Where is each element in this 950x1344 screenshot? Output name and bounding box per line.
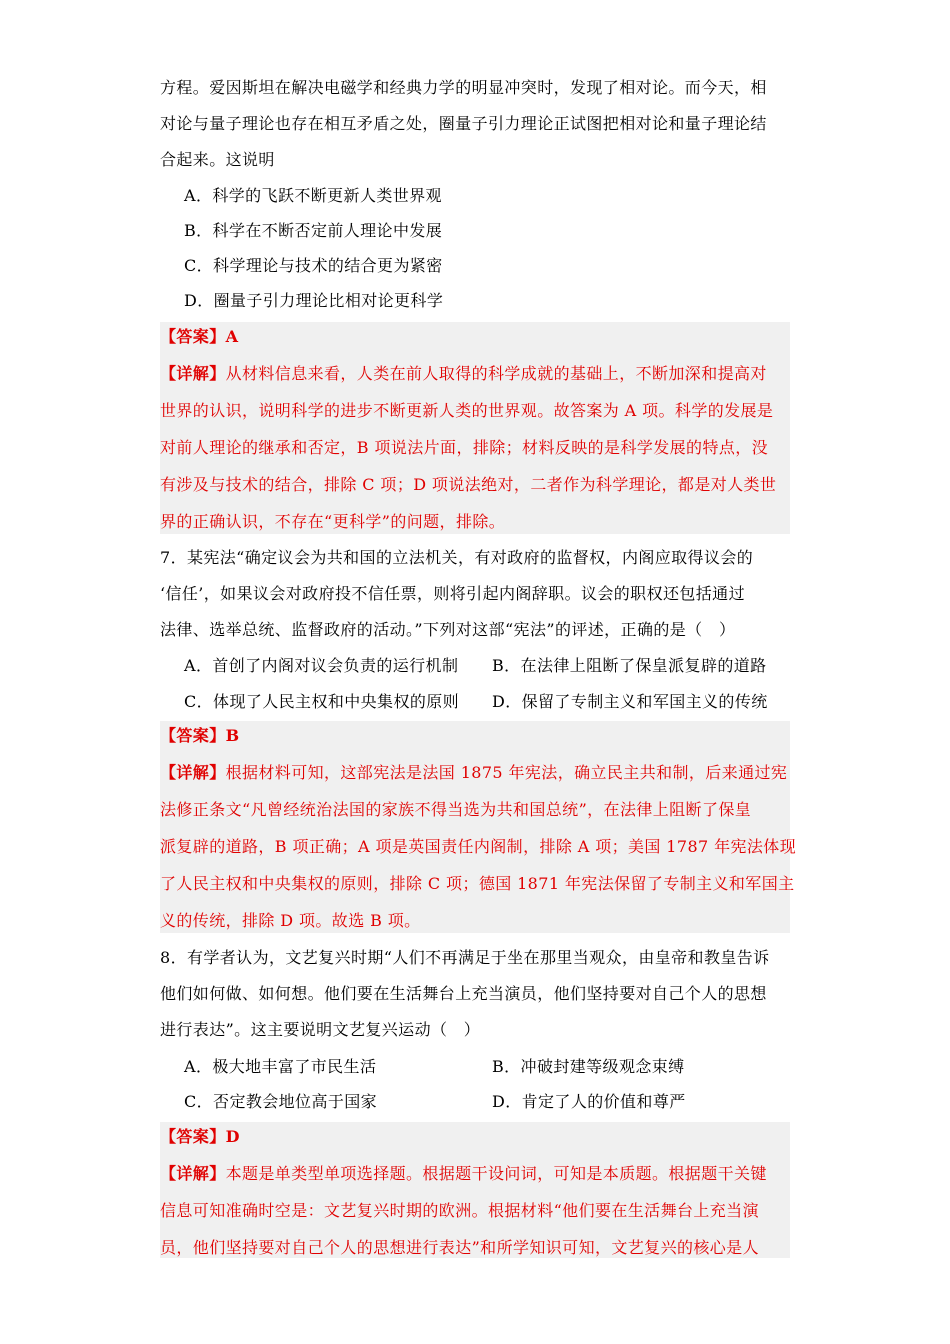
- q6-detail-line-5: 界的正确认识，不存在“更科学”的问题，排除。: [160, 512, 506, 531]
- q6-option-a: A．科学的飞跃不断更新人类世界观: [184, 186, 442, 205]
- q7-answer-block: [160, 721, 797, 933]
- q8-option-d: D．肯定了人的价值和尊严: [492, 1092, 686, 1111]
- q8-stem-line-1: 8．有学者认为，文艺复兴时期“人们不再满足于坐在那里当观众，由皇帝和教皇告诉: [160, 948, 770, 967]
- q8-option-b: B．冲破封建等级观念束缚: [492, 1057, 685, 1076]
- detail-label: 【详解】: [160, 1164, 226, 1183]
- q6-option-c: C．科学理论与技术的结合更为紧密: [184, 256, 443, 275]
- q7-option-d: D．保留了专制主义和军国主义的传统: [492, 692, 768, 711]
- q7-detail-line-5: 义的传统，排除 D 项。故选 B 项。: [160, 911, 421, 930]
- q7-stem-line-3: 法律、选举总统、监督政府的活动。”下列对这部“宪法”的评述，正确的是（ ）: [160, 620, 736, 639]
- q8-detail-line-3: 员，他们坚持要对自己个人的思想进行表达”和所学知识可知，文艺复兴的核心是人: [160, 1238, 759, 1257]
- answer-label: 【答案】: [160, 726, 226, 745]
- q8-stem-line-3: 进行表达”。这主要说明文艺复兴运动（ ）: [160, 1020, 481, 1039]
- q8-detail-line-1: 【详解】本题是单类型单项选择题。根据题干设问词，可知是本质题。根据题干关键: [160, 1164, 767, 1183]
- answer-value: D: [225, 1127, 240, 1146]
- q8-detail-line-2: 信息可知准确时空是：文艺复兴时期的欧洲。根据材料“他们要在生活舞台上充当演: [160, 1201, 759, 1220]
- q7-option-a: A．首创了内阁对议会负责的运行机制: [184, 656, 459, 675]
- q8-answer: [160, 1119, 790, 1155]
- q6-stem-line-3: 合起来。这说明: [160, 150, 275, 169]
- q8-option-a: A．极大地丰富了市民生活: [184, 1057, 377, 1076]
- answer-value: B: [225, 726, 240, 745]
- q7-option-b: B．在法律上阻断了保皇派复辟的道路: [492, 656, 767, 675]
- q7-answer: [160, 718, 790, 754]
- q7-detail-line-3: 派复辟的道路，B 项正确；A 项是英国责任内阁制，排除 A 项；美国 1787 年宪法体现: [160, 837, 797, 856]
- q6-stem-line-1: 方程。爱因斯坦在解决电磁学和经典力学的明显冲突时，发现了相对论。而今天，相: [160, 78, 767, 97]
- q7-stem-line-2: ‘信任’，如果议会对政府投不信任票，则将引起内阁辞职。议会的职权还包括通过: [160, 584, 745, 603]
- q8-answer-block: [160, 1122, 790, 1258]
- q6-detail-line-2: 世界的认识，说明科学的进步不断更新人类的世界观。故答案为 A 项。科学的发展是: [160, 401, 774, 420]
- answer-label: 【答案】: [160, 327, 226, 346]
- q7-detail-line-1: 【详解】根据材料可知，这部宪法是法国 1875 年宪法，确立民主共和制，后来通过宪: [160, 763, 788, 782]
- q7-detail-line-4: 了人民主权和中央集权的原则，排除 C 项；德国 1871 年宪法保留了专制主义和军国主: [160, 874, 795, 893]
- answer-value: A: [225, 327, 239, 346]
- q6-option-d: D．圈量子引力理论比相对论更科学: [184, 291, 444, 310]
- q6-detail-line-1: 【详解】从材料信息来看，人类在前人取得的科学成就的基础上，不断加深和提高对: [160, 364, 767, 383]
- detail-label: 【详解】: [160, 364, 226, 383]
- q8-option-c: C．否定教会地位高于国家: [184, 1092, 378, 1111]
- q6-detail-line-4: 有涉及与技术的结合，排除 C 项；D 项说法绝对，二者作为科学理论，都是对人类世: [160, 475, 777, 494]
- q6-answer: [160, 319, 790, 355]
- q6-stem-line-2: 对论与量子理论也存在相互矛盾之处，圈量子引力理论正试图把相对论和量子理论结: [160, 114, 767, 133]
- q6-answer-block: [160, 322, 790, 534]
- q7-stem-line-1: 7．某宪法“确定议会为共和国的立法机关，有对政府的监督权，内阁应取得议会的: [160, 548, 754, 567]
- q7-detail-line-2: 法修正条文“凡曾经统治法国的家族不得当选为共和国总统”，在法律上阻断了保皇: [160, 800, 752, 819]
- q6-option-b: B．科学在不断否定前人理论中发展: [184, 221, 443, 240]
- answer-label: 【答案】: [160, 1127, 226, 1146]
- q6-detail-line-3: 对前人理论的继承和否定，B 项说法片面，排除；材料反映的是科学发展的特点，没: [160, 438, 769, 457]
- detail-label: 【详解】: [160, 763, 226, 782]
- q8-stem-line-2: 他们如何做、如何想。他们要在生活舞台上充当演员，他们坚持要对自己个人的思想: [160, 984, 767, 1003]
- q7-option-c: C．体现了人民主权和中央集权的原则: [184, 692, 460, 711]
